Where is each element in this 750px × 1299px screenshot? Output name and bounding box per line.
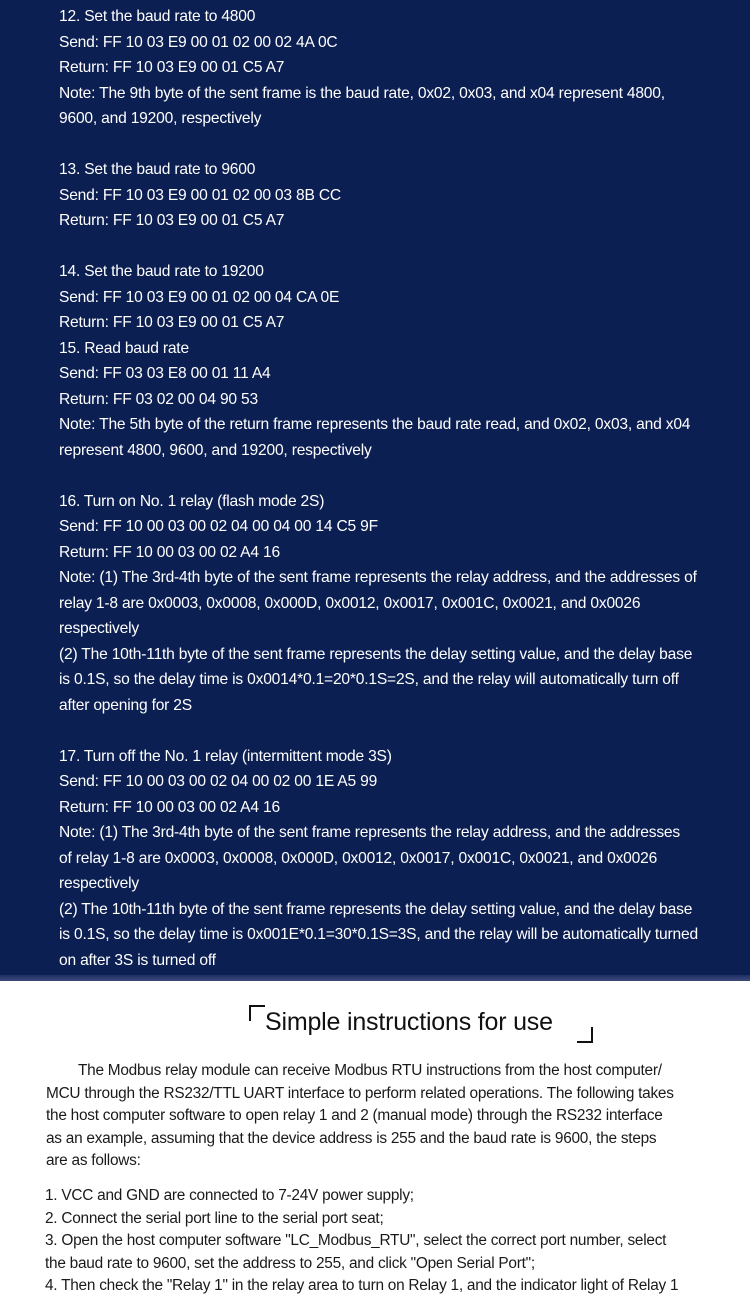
return-frame: Return: FF 10 03 E9 00 01 C5 A7: [59, 59, 285, 76]
command-14: [59, 259, 742, 336]
return-frame: Return: FF 10 03 E9 00 01 C5 A7: [59, 212, 285, 229]
command-title: 17. Turn off the No. 1 relay (intermittent mode 3S): [59, 747, 392, 765]
note-line: respectively: [59, 620, 139, 637]
send-frame: Send: FF 10 00 03 00 02 04 00 02 00 1E A5 99: [59, 773, 378, 790]
send-frame: Send: FF 10 00 03 00 02 04 00 04 00 14 C5 9F: [59, 518, 378, 535]
command-13: [59, 157, 742, 234]
return-frame: Return: FF 10 00 03 00 02 A4 16: [59, 543, 280, 561]
send-frame: Send: FF 10 03 E9 00 01 02 00 04 CA 0E: [59, 288, 340, 306]
note-line: is 0.1S, so the delay time is 0x001E*0.1=30*0.1S=3S, and the relay will be automatically turned: [59, 926, 698, 943]
note-line: after opening for 2S: [59, 696, 192, 714]
return-frame: Return: FF 10 03 E9 00 01 C5 A7: [59, 314, 285, 331]
step-item: 3. Open the host computer software "LC_Modbus_RTU", select the correct port number, select: [45, 1232, 667, 1249]
section-title: Simple instructions for use: [265, 1008, 553, 1036]
command-16: [59, 489, 742, 719]
command-title: 13. Set the baud rate to 9600: [59, 161, 256, 178]
note-line: of relay 1-8 are 0x0003, 0x0008, 0x000D, 0x0012, 0x0017, 0x001C, 0x0021, and 0x0026: [59, 849, 658, 867]
command-title: 15. Read baud rate: [59, 339, 189, 357]
send-frame: Send: FF 10 03 E9 00 01 02 00 03 8B CC: [59, 186, 341, 204]
step-item: the baud rate to 9600, set the address to 255, and click "Open Serial Port";: [45, 1254, 535, 1272]
intro-line: MCU through the RS232/TTL UART interface to perform related operations. The following takes: [46, 1084, 674, 1102]
steps-list: [45, 1185, 745, 1298]
note-line: relay 1-8 are 0x0003, 0x0008, 0x000D, 0x0012, 0x0017, 0x001C, 0x0021, and 0x0026: [59, 594, 641, 612]
note-line: respectively: [59, 875, 139, 892]
corner-bracket-top-left: [249, 1005, 265, 1021]
note-line: represent 4800, 9600, and 19200, respectively: [59, 441, 372, 459]
command-title: 16. Turn on No. 1 relay (flash mode 2S): [59, 492, 325, 510]
intro-paragraph: [46, 1060, 746, 1173]
return-frame: Return: FF 10 00 03 00 02 A4 16: [59, 798, 280, 816]
command-title: 12. Set the baud rate to 4800: [59, 8, 256, 25]
note-line: is 0.1S, so the delay time is 0x0014*0.1=20*0.1S=2S, and the relay will automatically turn off: [59, 671, 679, 688]
intro-line: are as follows:: [46, 1152, 141, 1169]
panel-bottom-rule: [0, 975, 750, 981]
note-line: Note: (1) The 3rd-4th byte of the sent frame represents the relay address, and the addresses: [59, 824, 681, 841]
command-title: 14. Set the baud rate to 19200: [59, 263, 264, 280]
note-line: on after 3S is turned off: [59, 951, 216, 969]
send-frame: Send: FF 10 03 E9 00 01 02 00 02 4A 0C: [59, 33, 338, 51]
intro-line: as an example, assuming that the device address is 255 and the baud rate is 9600, the steps: [46, 1129, 657, 1147]
return-frame: Return: FF 03 02 00 04 90 53: [59, 390, 258, 408]
command-12: [59, 4, 742, 132]
note-line: (2) The 10th-11th byte of the sent frame represents the delay setting value, and the delay base: [59, 900, 693, 918]
send-frame: Send: FF 03 03 E8 00 01 11 A4: [59, 365, 271, 382]
corner-bracket-bottom-right: [577, 1027, 593, 1043]
note-line: 9600, and 19200, respectively: [59, 110, 262, 127]
note-line: (2) The 10th-11th byte of the sent frame represents the delay setting value, and the delay base: [59, 645, 693, 663]
step-item: 1. VCC and GND are connected to 7-24V power supply;: [45, 1187, 414, 1204]
command-17: [59, 744, 742, 974]
intro-line: the host computer software to open relay 1 and 2 (manual mode) through the RS232 interface: [46, 1107, 663, 1124]
step-item: 4. Then check the "Relay 1" in the relay area to turn on Relay 1, and the indicator light of Relay 1: [45, 1277, 679, 1294]
section-heading: [0, 1003, 750, 1043]
step-item: 2. Connect the serial port line to the serial port seat;: [45, 1209, 384, 1227]
note-line: Note: (1) The 3rd-4th byte of the sent frame represents the relay address, and the addresses of: [59, 569, 697, 586]
note-line: Note: The 9th byte of the sent frame is the baud rate, 0x02, 0x03, and x04 represent 4800,: [59, 84, 665, 102]
command-15: [59, 336, 742, 464]
intro-line: The Modbus relay module can receive Modbus RTU instructions from the host computer/: [78, 1062, 662, 1079]
note-line: Note: The 5th byte of the return frame represents the baud rate read, and 0x02, 0x03, and x04: [59, 416, 691, 433]
